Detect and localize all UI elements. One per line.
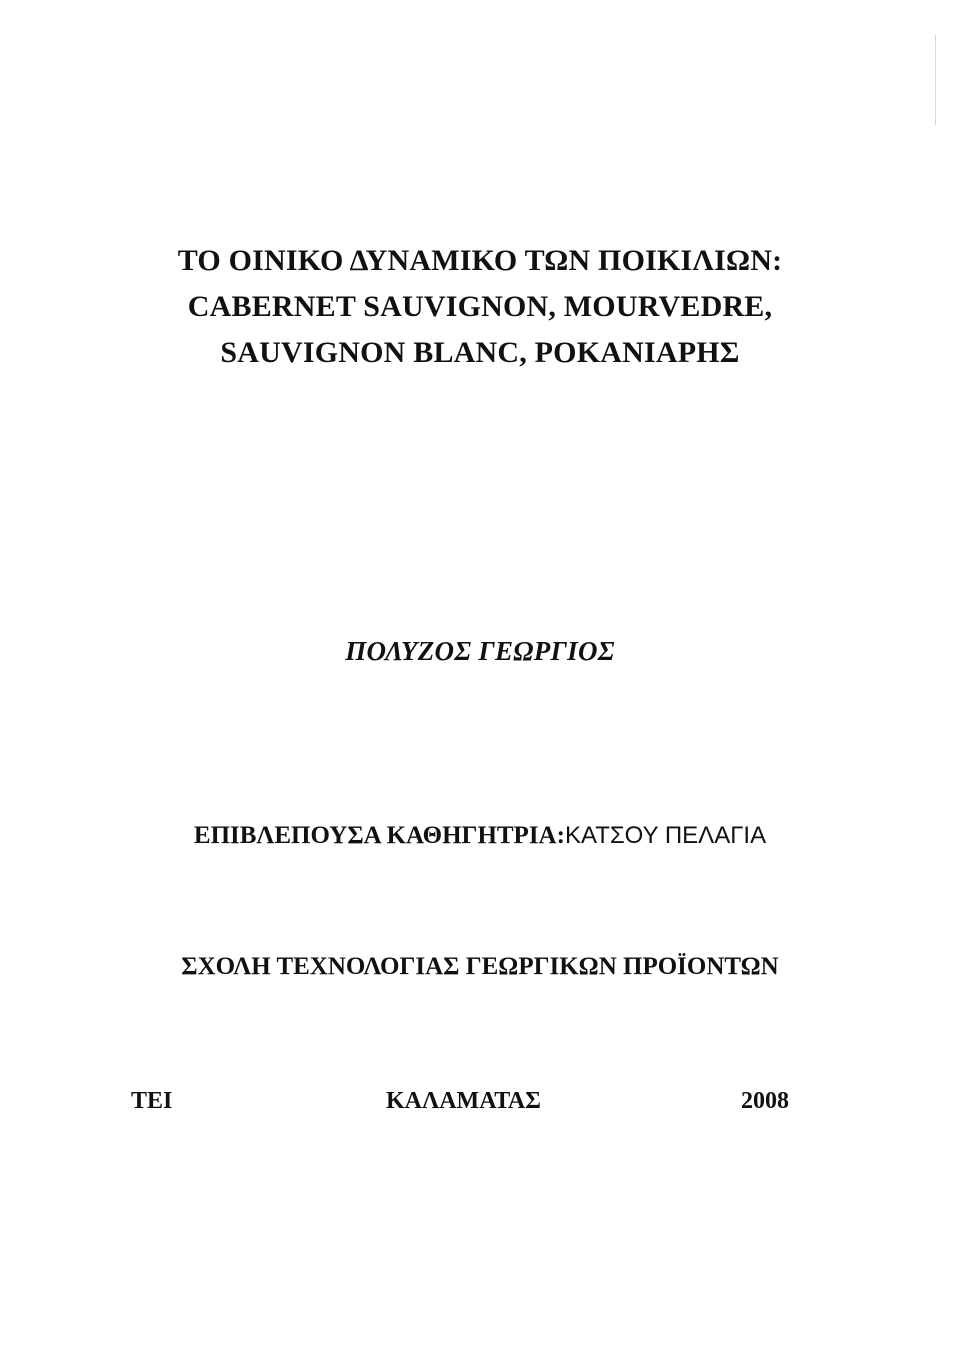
- footer-city: ΚΑΛΑΜΑΤΑΣ: [386, 1088, 541, 1114]
- title-line-1: ΤΟ ΟΙΝΙΚΟ ΔΥΝΑΜΙΚΟ ΤΩΝ ΠΟΙΚΙΛΙΩΝ:: [177, 244, 783, 277]
- supervisor-name: ΚΑΤΣΟΥ ΠΕΛΑΓΙΑ: [564, 822, 767, 849]
- school-name: ΣΧΟΛΗ ΤΕΧΝΟΛΟΓΙΑΣ ΓΕΩΡΓΙΚΩΝ ΠΡΟΪΟΝΤΩΝ: [181, 953, 779, 980]
- footer-year: 2008: [741, 1088, 789, 1114]
- footer-institution: ΤΕΙ: [131, 1088, 173, 1114]
- title-line-2: CABERNET SAUVIGNON, MOURVEDRE,: [187, 290, 773, 323]
- title-line-3: SAUVIGNON BLANC, ΡΟΚΑΝΙΑΡΗΣ: [220, 336, 740, 369]
- scan-edge-line: [935, 35, 936, 125]
- author-name: ΠΟΛΥΖΟΣ ΓΕΩΡΓΙΟΣ: [345, 636, 615, 666]
- supervisor-label: ΕΠΙΒΛΕΠΟΥΣΑ ΚΑΘΗΓΗΤΡΙΑ:: [193, 822, 565, 849]
- supervisor-line: [0, 822, 960, 850]
- thesis-title: [0, 238, 960, 376]
